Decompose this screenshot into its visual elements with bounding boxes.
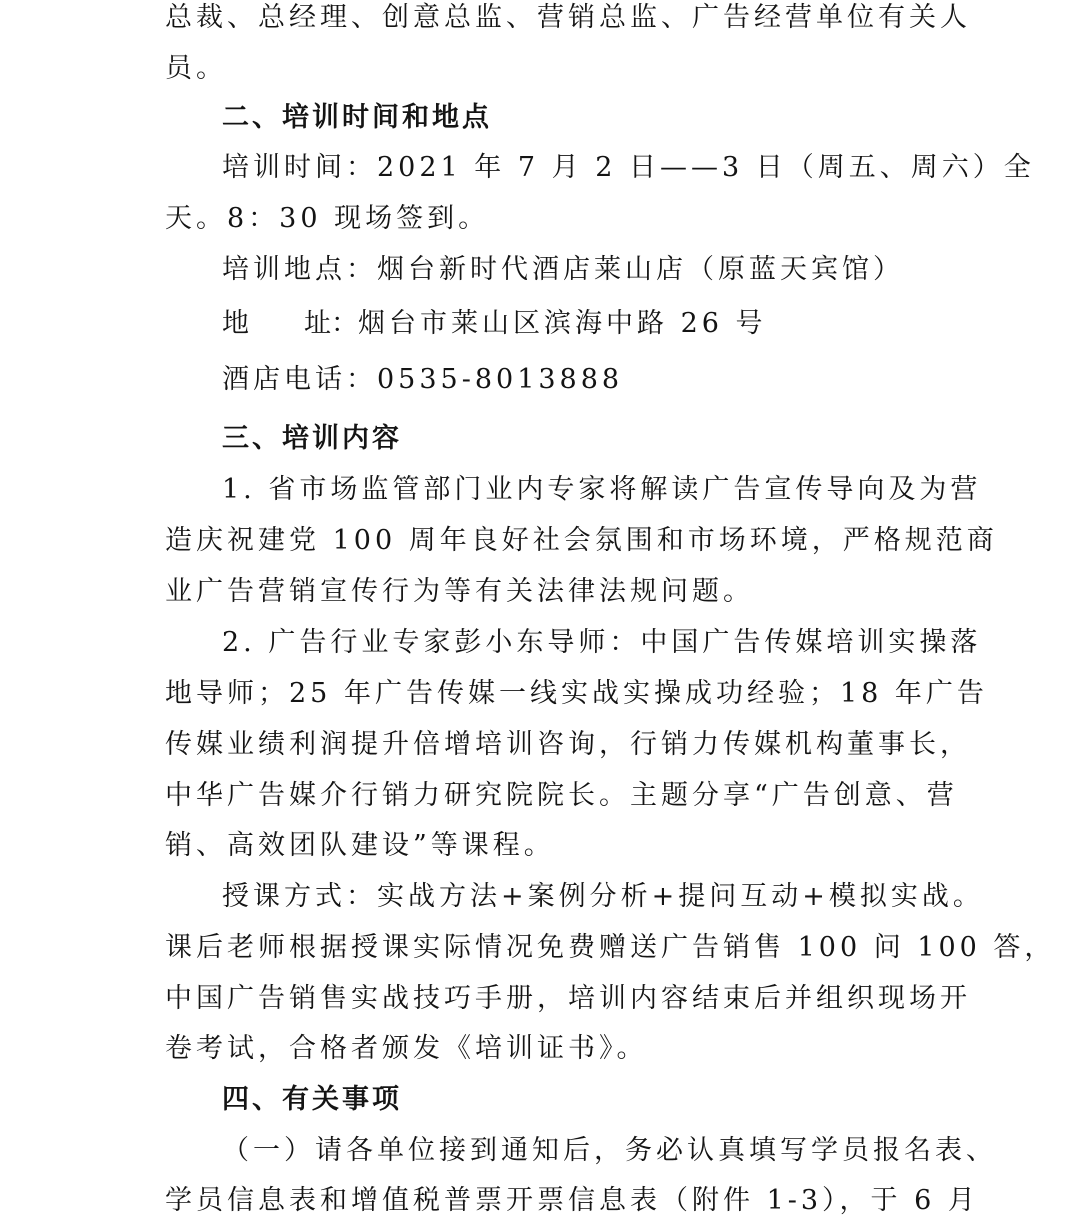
training-address: [222, 310, 767, 337]
hotel-phone: 酒店电话：0535-8013888: [222, 364, 624, 395]
content-item-2-line-5: 销、高效团队建设”等课程。: [165, 830, 555, 861]
address-label: [222, 310, 358, 337]
content-item-1-line-3: 业广告营销宣传行为等有关法律法规问题。: [165, 576, 754, 607]
training-venue: 培训地点：烟台新时代酒店莱山店（原蓝天宾馆）: [222, 254, 904, 285]
matter-1-line-1: （一）请各单位接到通知后，务必认真填写学员报名表、: [222, 1135, 997, 1166]
address-label-char-1: 地: [222, 308, 249, 339]
section-heading-content: 三、培训内容: [222, 423, 402, 454]
paragraph-participants-line-1: 总裁、总经理、创意总监、营销总监、广告经营单位有关人: [165, 2, 971, 33]
teaching-method-line-4: 卷考试，合格者颁发《培训证书》。: [165, 1033, 648, 1064]
matter-1-line-2: 学员信息表和增值税普票开票信息表（附件 1-3），于 6 月: [165, 1185, 979, 1216]
paragraph-participants-line-2: 员。: [165, 53, 227, 84]
content-item-2-line-1: 2. 广告行业专家彭小东导师：中国广告传媒培训实操落: [222, 627, 982, 658]
teaching-method-line-1: 授课方式：实战方法+案例分析+提问互动+模拟实战。: [222, 881, 984, 912]
teaching-method-line-2: 课后老师根据授课实际情况免费赠送广告销售 100 问 100 答，: [165, 932, 1056, 963]
address-label-char-2: 址：: [304, 308, 358, 339]
content-item-1-line-1: 1. 省市场监管部门业内专家将解读广告宣传导向及为营: [222, 474, 982, 505]
section-heading-time-place: 二、培训时间和地点: [222, 102, 492, 133]
section-heading-matters: 四、有关事项: [222, 1084, 402, 1115]
content-item-2-line-2: 地导师；25 年广告传媒一线实战实操成功经验；18 年广告: [165, 678, 988, 709]
content-item-2-line-4: 中华广告媒介行销力研究院院长。主题分享“广告创意、营: [165, 780, 958, 811]
training-time-line-2: 天。8：30 现场签到。: [165, 203, 490, 234]
teaching-method-line-3: 中国广告销售实战技巧手册，培训内容结束后并组织现场开: [165, 983, 971, 1014]
address-value: 烟台市莱山区滨海中路 26 号: [358, 308, 767, 339]
content-item-2-line-3: 传媒业绩利润提升倍增培训咨询，行销力传媒机构董事长，: [165, 729, 971, 760]
content-item-1-line-2: 造庆祝建党 100 周年良好社会氛围和市场环境，严格规范商: [165, 525, 998, 556]
training-time-line-1: 培训时间：2021 年 7 月 2 日——3 日（周五、周六）全: [222, 152, 1035, 183]
